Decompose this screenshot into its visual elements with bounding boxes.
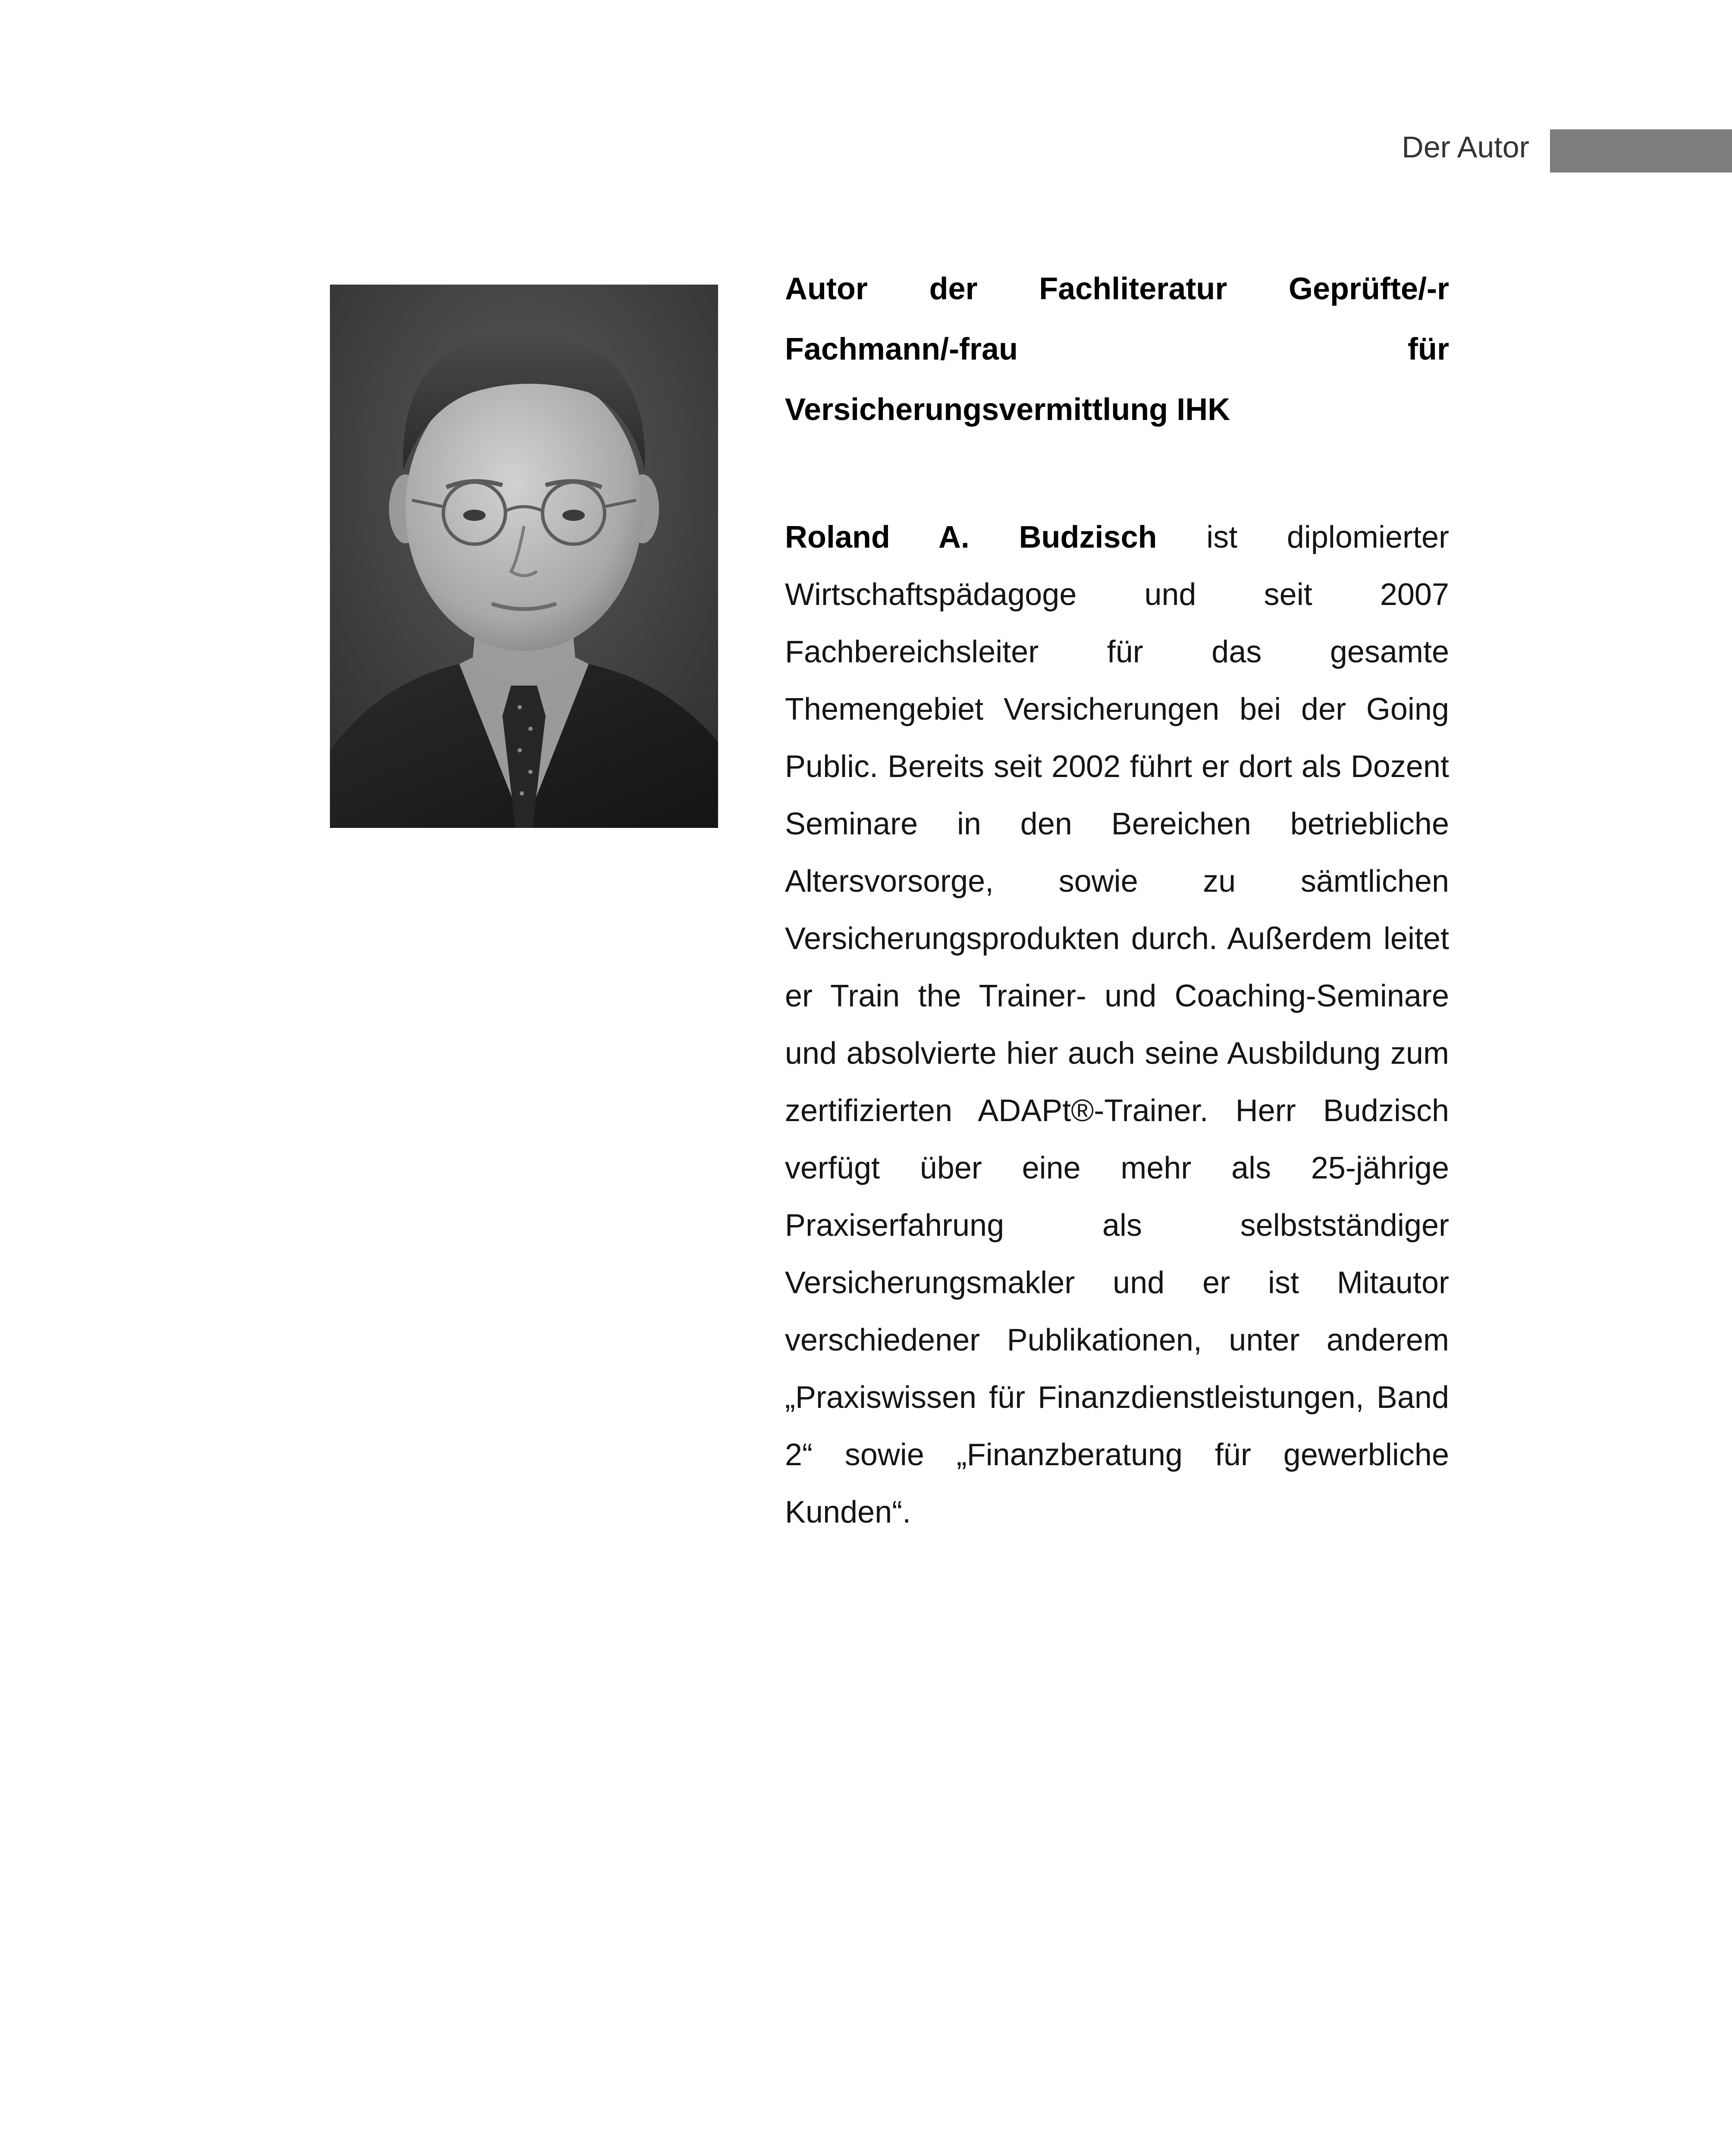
author-portrait-photo (330, 285, 718, 828)
author-name: Roland A. Budzisch (785, 520, 1157, 555)
author-text-block (785, 259, 1449, 1541)
header-accent-bar (1550, 129, 1732, 172)
author-bio-paragraph (785, 509, 1449, 1541)
author-bio-text: ist diplomierter Wirtschaftspädagoge und seit 2007 Fachbereichsleiter für das gesamte Themengebiet Versicherungen bei der Going Public. Bereits seit 2002 führt er dort als Dozent Seminare in den Bereichen betriebliche Altersvorsorge, sowie zu sämtlichen Versicherungsprodukten durch. Außerdem leitet er Train the Trainer- und Coaching-Seminare und absolvierte hier auch seine Ausbildung zum zertifizierten ADAPt®-Trainer. Herr Budzisch verfügt über eine mehr als 25-jährige Praxiserfahrung als selbstständiger Versicherungsmakler und er ist Mitautor verschiedener Publikationen, unter anderem „Praxiswissen für Finanzdienstleistungen, Band 2“ sowie „Finanzberatung für gewerbliche Kunden“. (785, 520, 1449, 1529)
running-header-title: Der Autor (1402, 130, 1529, 164)
author-heading: Autor der Fachliteratur Geprüfte/-r Fachmann/-frau für Versicherungsvermittlung IHK (785, 272, 1449, 427)
